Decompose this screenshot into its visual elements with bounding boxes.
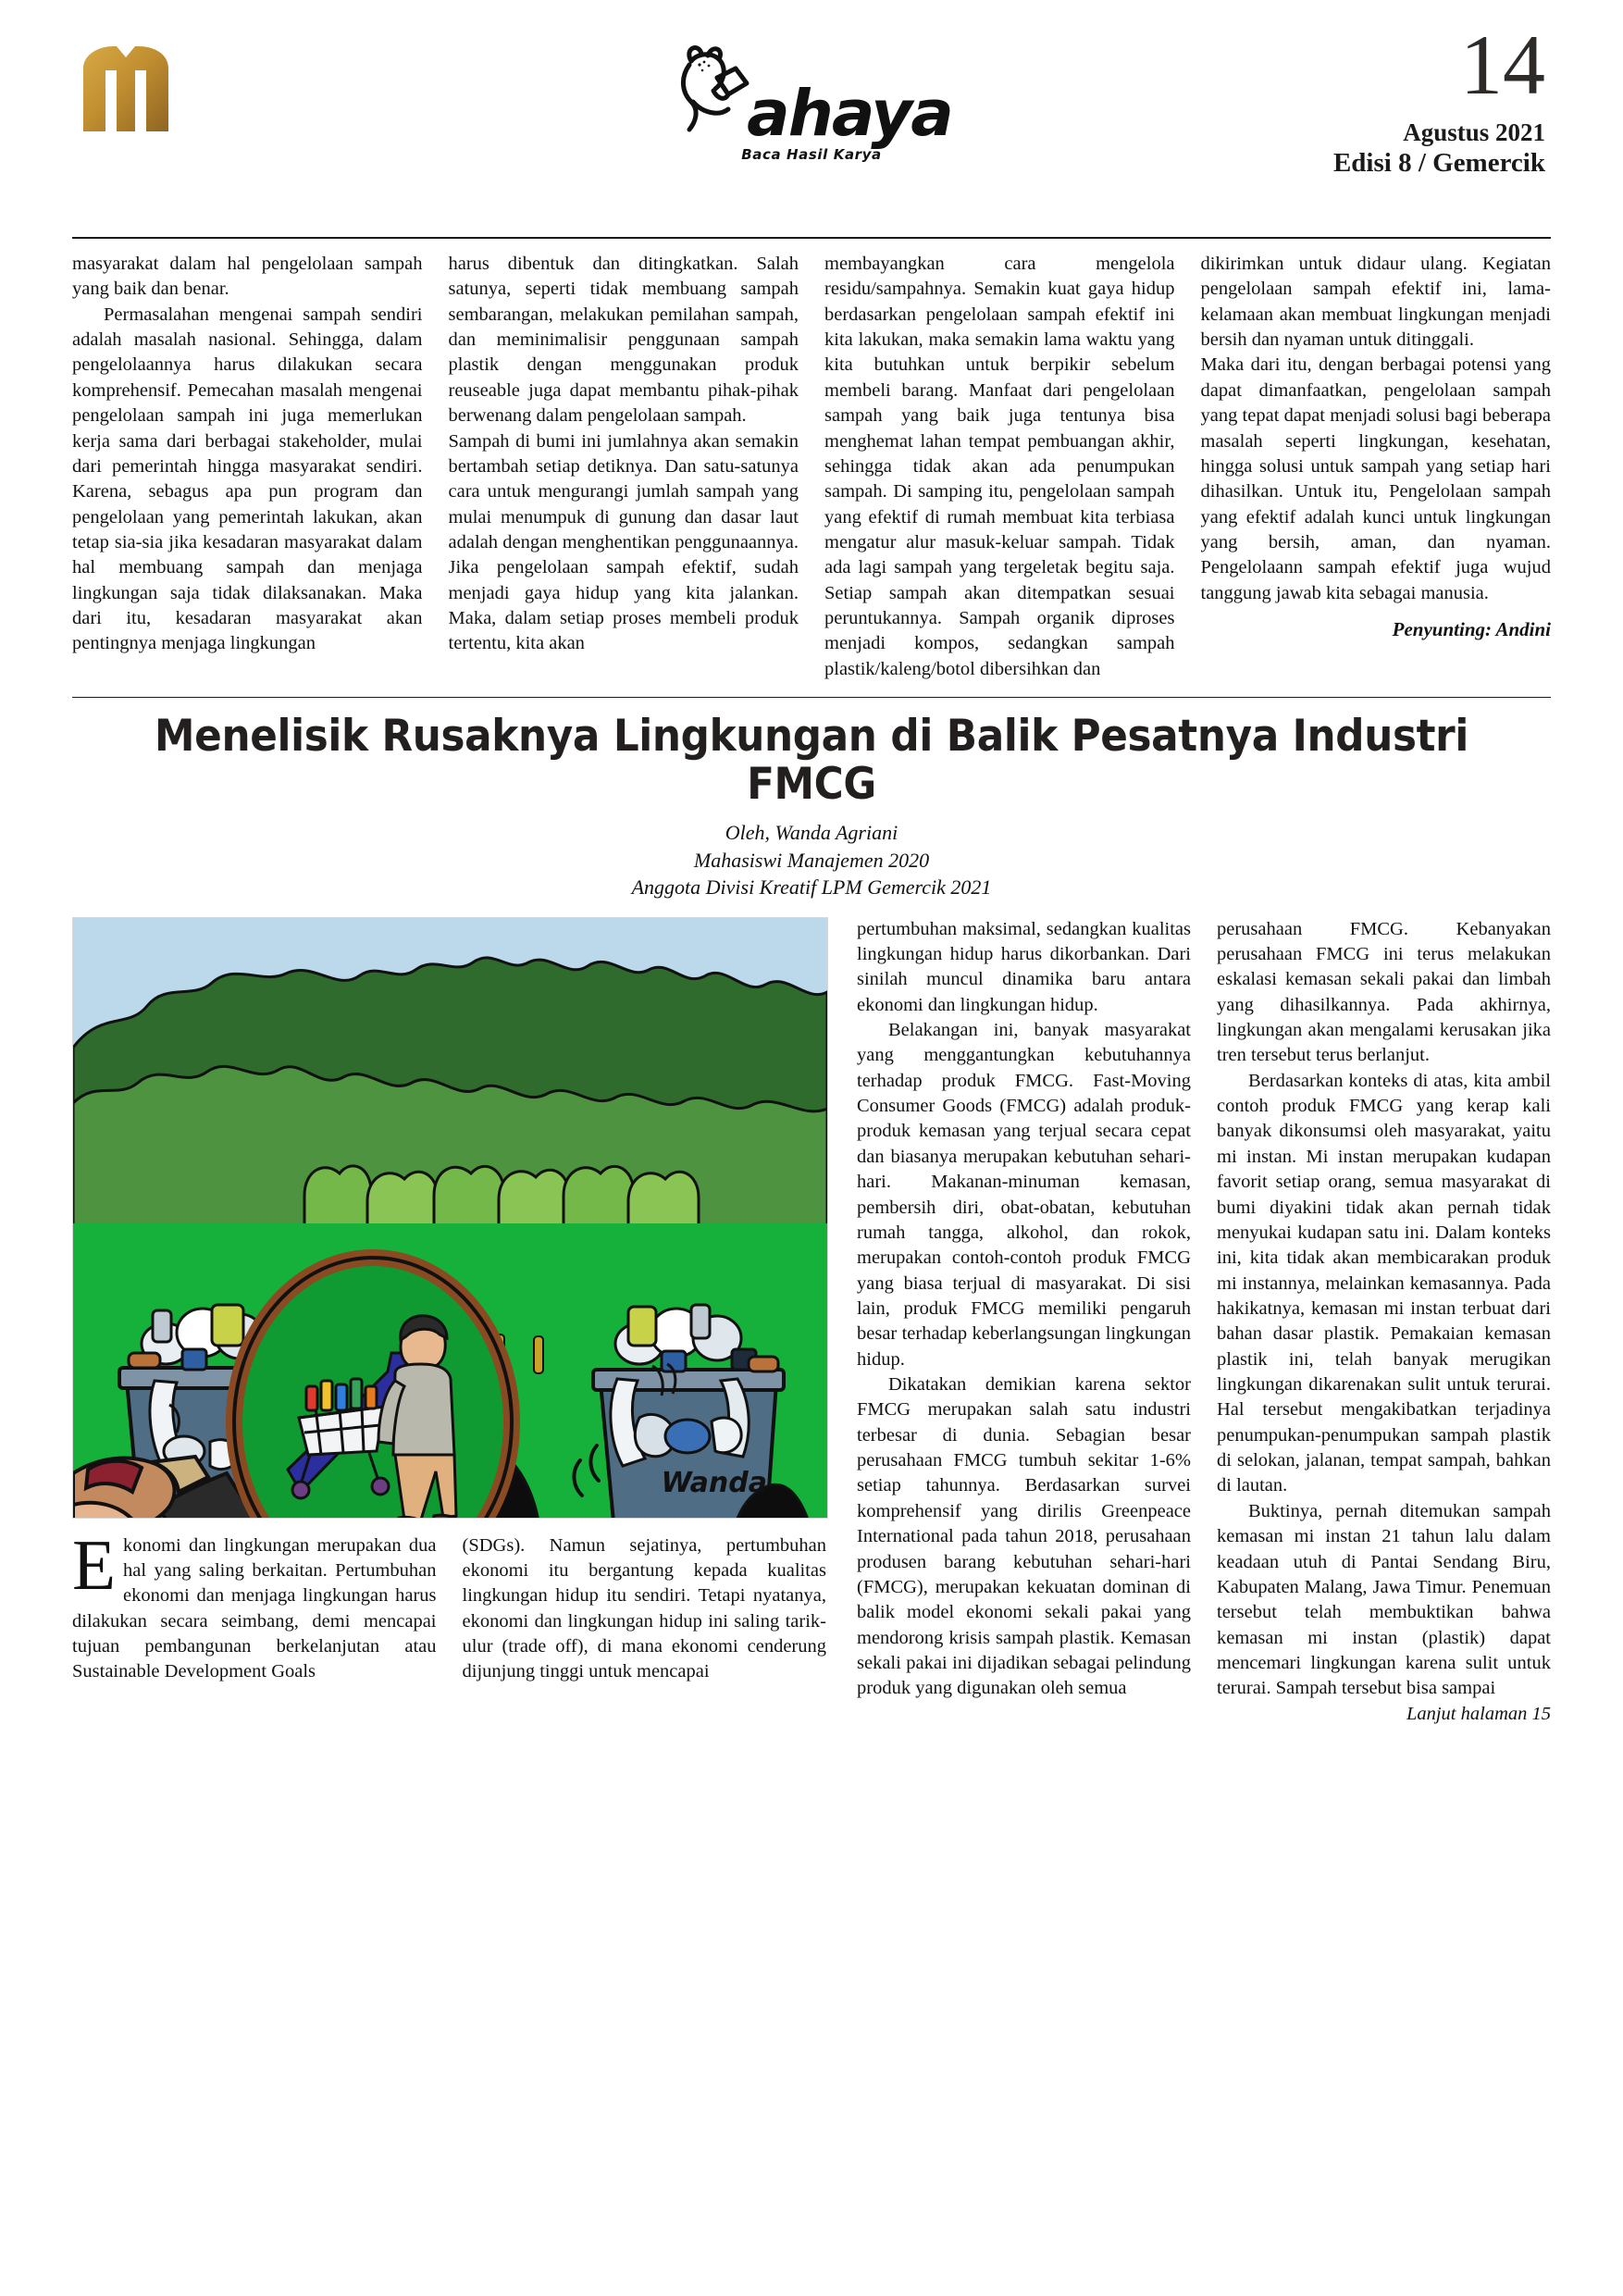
nameplate-title: ahaya (747, 77, 952, 152)
issue-date: Agustus 2021 (1403, 118, 1545, 146)
byline-author: Oleh, Wanda Agriani (725, 821, 898, 845)
svg-text:Wanda: Wanda (661, 1466, 767, 1499)
top-story-column-1 (72, 252, 423, 682)
paragraph: Buktinya, pernah ditemukan sampah kemasan mi instan 21 tahun lalu dalam keadaan utuh di Pantai Sendang Biru, Kabupaten Malang, Jawa Timur. Penemuan tersebut telah membuktikan bahwa kemasan mi instan (plastik) dapat mencemari lingkungan karena sulit untuk terurai. Sampah tersebut bisa sampai (1217, 1500, 1551, 1699)
environment-trash-magnifier-illustration (72, 917, 828, 1519)
paragraph: (SDGs). Namun sejatinya, pertumbuhan ekonomi itu bergantung kepada kualitas lingkungan hidup itu sendiri. Tetapi nyatanya, ekonomi dan lingkungan hidup ini saling tarik-ulur (trade off), di mana ekonomi cenderung dijunjung tinggi untuk mencapai (462, 1534, 826, 1682)
feature-caption-columns (72, 1524, 826, 1685)
paragraph: harus dibentuk dan ditingkatkan. Salah satunya, seperti tidak membuang sampah sembarangan, melakukan pemilahan sampah, dan meminimalisir penggunaan sampah plastik dengan menggunakan produk reuseable juga dapat membantu pihak-pihak berwenang dalam pengelolaan sampah. (448, 254, 799, 427)
feature-body (72, 917, 1551, 1725)
issue-info (1332, 18, 1545, 179)
paragraph: perusahaan FMCG. Kebanyakan perusahaan FMCG ini terus melakukan eskalasi kemasan sekali pakai dan limbah yang dihasilkannya. Pada akhirnya, lingkungan akan mengalami kerusakan jika tren tersebut terus berlanjut. (1217, 918, 1551, 1066)
feature-header (72, 713, 1551, 900)
paragraph (72, 1524, 437, 1685)
jump-note: Lanjut halaman 15 (1406, 1703, 1551, 1724)
feature-column-2 (1217, 917, 1551, 1725)
paragraph: masyarakat dalam hal pengelolaan sampah yang baik dan benar. (72, 254, 423, 300)
section-divider (72, 697, 1551, 698)
paragraph: Berdasarkan konteks di atas, kita ambil contoh produk FMCG yang kerap kali banyak dikonsumsi oleh masyarakat, yaitu mi instan. Mi instan merupakan kudapan favorit setiap orang, semua masyarakat di bumi diyakini tidak akan pernah tidak menyukai kudapan satu ini. Dalam konteks ini, kita tidak akan membicarakan produk mi instannya, melainkan kemasannya. Pada hakikatnya, kemasan mi instan terbuat dari bahan dasar plastik. Pemakaian kemasan plastik ini, telah banyak merugikan lingkungan dikarenakan sulit untuk terurai. Hal tersebut mengakibatkan terjadinya penumpukan-penumpukan sampah plastik di selokan, jalanan, tempat sampah, bahkan di lautan. (1217, 1070, 1551, 1496)
top-story-column-3 (824, 252, 1175, 682)
paragraph: dikirimkan untuk didaur ulang. Kegiatan pengelolaan sampah efektif ini, lama-kelamaan akan membuat lingkungan menjadi bersih dan nyaman untuk ditinggali. (1200, 254, 1551, 351)
paragraph: pertumbuhan maksimal, sedangkan kualitas lingkungan hidup harus dikorbankan. Dari sinilah muncul dinamika baru antara ekonomi dan lingkungan hidup. (857, 918, 1191, 1015)
lpm-monogram-logo (81, 46, 170, 131)
paragraph: Maka dari itu, dengan berbagai potensi yang dapat dimanfaatkan, pengelolaan sampah yang tepat dapat menjadi solusi bagi beberapa masalah seperti lingkungan, kesehatan, hingga solusi untuk sampah yang setiap hari dihasilkan. Untuk itu, Pengelolaan sampah yang efektif adalah kunci untuk lingkungan yang bersih, aman, dan nyaman. Pengelolaann sampah efektif juga wujud tanggung jawab kita sebagai manusia. (1200, 354, 1551, 603)
nameplate-tagline: Baca Hasil Karya (741, 146, 882, 163)
paragraph: Belakangan ini, banyak masyarakat yang menggantungkan kebutuhannya terhadap produk FMCG. Fast-Moving Consumer Goods (FMCG) adalah produk-produk kemasan yang terjual secara cepat dan biasanya merupakan kebutuhan sehari-hari. Makanan-minuman kemasan, pembersih diri, obat-obatan, kebutuhan rumah tangga, alkohol, dan rokok, merupakan contoh-contoh produk FMCG yang biasa terjual di masyarakat. Di sisi lain, produk FMCG memiliki pengaruh besar terhadap keberlangsungan lingkungan hidup. (857, 1020, 1191, 1370)
page-number: 14 (1460, 18, 1545, 112)
top-story-columns (72, 252, 1551, 682)
paragraph: Dikatakan demikian karena sektor FMCG merupakan salah satu industri terbesar di dunia. Sebagian besar perusahaan FMCG tumbuh sekitar 1-6% setiap tahunnya. Berdasarkan survei komprehensif yang dirilis Greenpeace International pada tahun 2018, perusahaan produsen barang kebutuhan sehari-hari (FMCG), merupakan kekuatan dominan di balik model ekonomi sekali pakai yang mendorong krisis sampah plastik. Kemasan sekali pakai ini dijadikan sebagai pelindung produk yang digunakan oleh semua (857, 1374, 1191, 1699)
issue-edition: Edisi 8 / Gemercik (1332, 147, 1545, 178)
feature-column-1 (857, 917, 1191, 1725)
byline-org: Anggota Divisi Kreatif LPM Gemercik 2021 (631, 875, 992, 899)
paragraph: Sampah di bumi ini jumlahnya akan semakin bertambah setiap detiknya. Dan satu-satunya cara untuk mengurangi jumlah sampah yang mulai menumpuk di gunung dan dasar laut adalah dengan menghentikan penggunaannya. Jika pengelolaan sampah efektif, sudah menjadi gaya hidup yang kita jalankan. Maka, dalam setiap proses membeli produk tertentu, kita akan (448, 430, 799, 654)
paragraph: membayangkan cara mengelola residu/sampahnya. Semakin kuat gaya hidup berdasarkan pengelolaan sampah efektif ini kita lakukan, maka semakin lama waktu yang kita butuhkan untuk berpikir sebelum membeli barang. Manfaat dari pengelolaan sampah yang baik juga tentunya bisa menghemat lahan tempat pembuangan akhir, sehingga tidak akan ada penumpukan sampah. Di samping itu, pengelolaan sampah yang efektif di rumah membuat kita terbiasa mengatur alur masuk-keluar sampah. Tidak ada lagi sampah yang tergeletak begitu saja. Setiap sampah akan ditempatkan sesuai peruntukannya. Sampah organik diproses menjadi kompos, sedangkan sampah plastik/kaleng/botol dibersihkan dan (824, 254, 1175, 679)
feature-byline (72, 819, 1551, 900)
caption-text: konomi dan lingkungan merupakan dua hal yang saling berkaitan. Pertumbuhan ekonomi dan menjaga lingkungan harus dilakukan secara seimbang, demi mencapai tujuan pembangunan berkelanjutan atau Sustainable Development Goals (72, 1534, 437, 1682)
byline-role: Mahasiswi Manajemen 2020 (693, 848, 930, 872)
masthead (72, 0, 1551, 231)
masthead-divider (72, 237, 1551, 239)
drop-cap: E (72, 1524, 117, 1605)
feature-headline: Menelisik Rusaknya Lingkungan di Balik Pesatnya Industri FMCG (155, 711, 1468, 810)
nameplate (617, 37, 1006, 163)
top-story-column-4 (1201, 252, 1552, 682)
bear-reading-book-icon (671, 37, 756, 137)
paragraph: Permasalahan mengenai sampah sendiri adalah masalah nasional. Sehingga, dalam pengelolaannya harus dilakukan secara komprehensif. Pemecahan masalah mengenai pengelolaan sampah ini juga memerlukan kerja sama dari berbagai stakeholder, mulai dari pemerintah hingga masyarakat sendiri. Karena, sebagus apa pun program dan pengelolaan yang pemerintah lakukan, akan tetap sia-sia jika kesadaran masyarakat dalam hal membuang sampah dan menjaga lingkungan saja tidak dilaksanakan. Maka dari itu, kesadaran masyarakat akan pentingnya menjaga lingkungan (72, 304, 423, 654)
feature-figure-block (72, 917, 826, 1725)
editor-credit: Penyunting: Andini (1392, 618, 1551, 641)
top-story-column-2 (449, 252, 799, 682)
